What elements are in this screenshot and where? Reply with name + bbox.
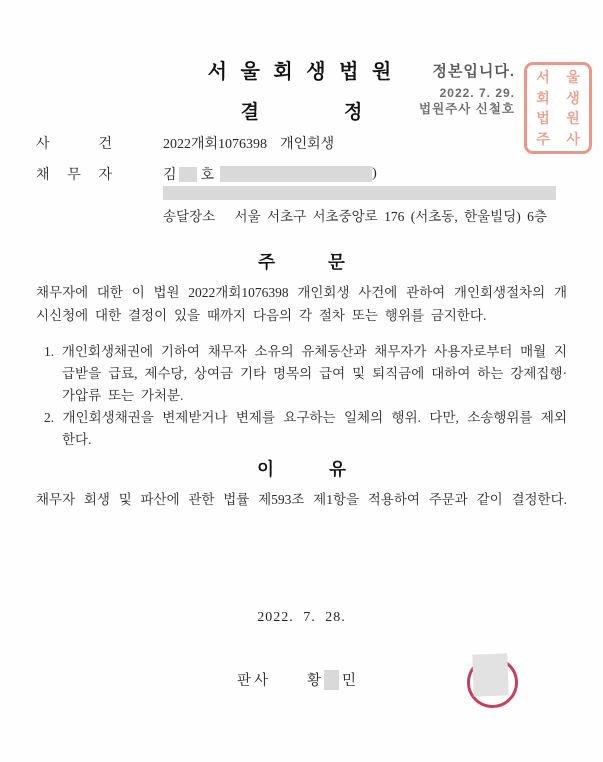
doc-type-char-left: 결 <box>240 102 259 123</box>
certification-label: 정본입니다. <box>432 63 515 80</box>
court-seal-icon <box>524 62 592 154</box>
debtor-name-last: 호 <box>200 168 215 183</box>
judge-label: 판사 <box>237 673 272 689</box>
redaction-box-name-detail <box>220 166 372 182</box>
debtor-label: 채 무 자 <box>36 168 112 183</box>
reason-text: 채무자 회생 및 파산에 관한 법률 제593조 제1항을 적용하여 주문과 같이 결정한다. <box>36 492 567 507</box>
order-intro-line: 시신청에 대한 결정이 있을 때까지 다음의 각 절차 또는 행위를 금지한다. <box>36 308 487 323</box>
judge-name-last: 민 <box>342 673 357 689</box>
seal-char: 회 <box>536 89 550 106</box>
redaction-box-name-middle <box>179 167 197 182</box>
doc-type-char-right: 정 <box>344 102 363 123</box>
seal-char: 생 <box>566 89 580 106</box>
order-item-1-line-3: 가압류 또는 가처분. <box>62 388 184 403</box>
order-intro-line: 채무자에 대한 이 법원 2022개회1076398 개인회생 사건에 관하여 개인회생절차의 개 <box>36 285 567 300</box>
case-row <box>36 133 334 153</box>
order-heading: 주 문 <box>258 252 345 272</box>
seal-char: 사 <box>566 130 580 147</box>
order-intro <box>36 281 567 327</box>
order-item-2-line-1: 2. 개인회생채권을 변제받거나 변제를 요구하는 일체의 행위. 다만, 소송행위를 제외 <box>44 410 567 425</box>
debtor-paren: ) <box>372 166 377 181</box>
order-item-1-line-1: 1. 개인회생채권에 기하여 채무자 소유의 유체동산과 채무자가 사용자로부터 매월 지 <box>44 344 567 359</box>
decision-date: 2022. 7. 28. <box>257 610 346 625</box>
reason-heading: 이 유 <box>257 459 346 479</box>
redaction-box-address <box>163 186 556 200</box>
certification-block <box>419 64 515 116</box>
item-number: 1. <box>44 344 55 359</box>
judge-row <box>237 669 356 690</box>
seal-char: 원 <box>566 110 580 127</box>
judge-name-first: 황 <box>307 673 322 689</box>
case-type: 개인회생 <box>280 137 335 152</box>
debtor-name-first: 김 <box>163 168 177 183</box>
redaction-box-judge-name <box>324 670 339 690</box>
order-items <box>44 341 567 451</box>
order-item-2-line-2: 한다. <box>62 432 92 447</box>
service-address-row <box>163 205 547 225</box>
item-number: 2. <box>44 410 55 425</box>
service-label: 송달장소 <box>163 209 216 224</box>
seal-char: 서 <box>536 69 550 86</box>
certification-officer: 법원주사 신철호 <box>419 102 515 116</box>
redaction-box-judge-stamp <box>472 653 508 696</box>
case-label: 사 건 <box>36 137 112 152</box>
court-title: 서 울 회 생 법 원 <box>207 61 396 83</box>
order-item-1-line-2: 급받을 급료, 제수당, 상여금 기타 명목의 급여 및 퇴직금에 대하여 하는 강제집행· <box>62 366 567 381</box>
service-address: 서울 서초구 서초중앙로 176 (서초동, 한울빌딩) 6층 <box>234 209 547 224</box>
certification-date: 2022. 7. 29. <box>439 86 515 100</box>
seal-char: 울 <box>566 69 580 86</box>
debtor-row <box>36 164 377 184</box>
case-number: 2022개회1076398 <box>163 137 268 152</box>
seal-char: 주 <box>536 130 550 147</box>
seal-char: 법 <box>536 110 550 127</box>
